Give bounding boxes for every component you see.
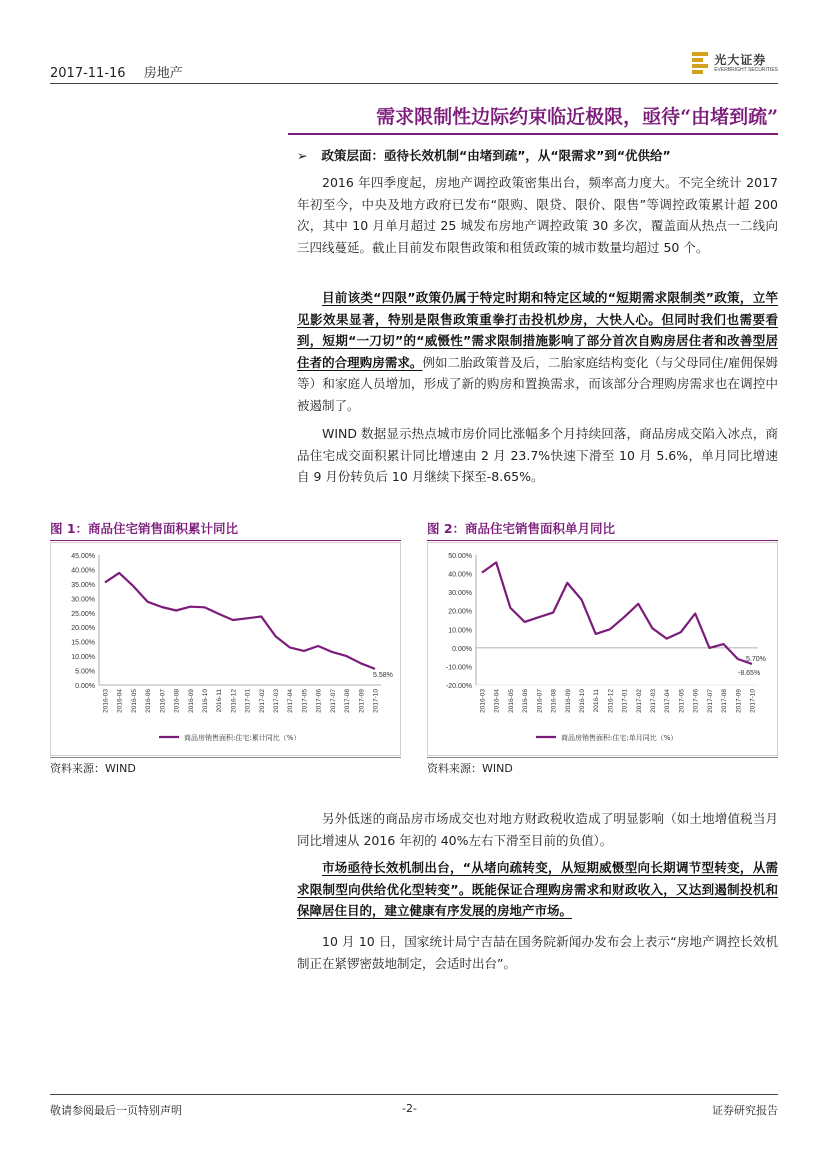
figure-2-chart-svg [428, 543, 779, 757]
figure-1-bottom-rule [50, 757, 401, 758]
chart2-y-tick-label: 50.00% [448, 553, 472, 560]
chart2-x-tick-label: 2016-12 [607, 689, 615, 713]
bullet-heading [297, 146, 671, 164]
figure-1-source: 资料来源：WIND [50, 762, 136, 775]
chart1-x-tick-label: 2017-01 [244, 689, 252, 713]
chart2-x-tick-label: 2017-07 [706, 689, 714, 713]
chart1-x-tick-label: 2017-09 [358, 689, 366, 713]
chart1-y-tick-label: 30.00% [71, 596, 95, 604]
chart1-x-tick-label: 2017-04 [287, 689, 295, 713]
chart1-legend-label: 商品房销售面积:住宅:累计同比（%） [184, 734, 301, 742]
chart2-x-tick-label: 2017-02 [635, 689, 643, 713]
logo-mark-icon [692, 52, 708, 74]
figure-1-title-rule [50, 540, 401, 541]
chart1-y-tick-label: 20.00% [71, 625, 95, 633]
footer-divider [50, 1094, 778, 1095]
figure-1-chart-svg [51, 543, 402, 757]
chart2-x-tick-label: 2017-06 [692, 689, 700, 713]
footer-disclaimer: 敬请参阅最后一页特别声明 [50, 1104, 182, 1117]
title-divider [288, 133, 778, 135]
chart2-x-tick-label: 2017-05 [678, 689, 686, 713]
chart2-series-line [482, 562, 752, 664]
chart1-x-tick-label: 2016-05 [130, 689, 138, 713]
logo-name-en: EVERBRIGHT SECURITIES [714, 66, 778, 73]
header-date: 2017-11-16 [50, 66, 126, 81]
section-title: 需求限制性边际约束临近极限，亟待“由堵到疏” [376, 106, 778, 128]
figure-1-title: 图 1：商品住宅销售面积累计同比 [50, 521, 239, 536]
chart1-x-tick-label: 2016-12 [230, 689, 238, 713]
figure-2-bottom-rule [427, 757, 778, 758]
chart2-y-tick-label: -10.00% [445, 664, 472, 672]
chart1-x-tick-label: 2017-06 [315, 689, 323, 713]
logo-name-cn: 光大证券 [714, 52, 767, 67]
chart1-x-tick-label: 2017-02 [258, 689, 266, 713]
footer-page-number: -2- [402, 1102, 417, 1115]
paragraph-2-emphasis: 目前该类“四限”政策仍属于特定时期和特定区域的“短期需求限制类”政策，立竿见影效果显著，特别是限售政策重拳打击投机炒房，大快人心。但同时我们也需要看到，短期“一刀切”的“威慑性”需求限制措施影响了部分首次自购房居住者和改善型居住者的合理购房需求。 [297, 290, 778, 370]
chart2-x-tick-label: 2017-08 [721, 689, 729, 713]
chart2-x-tick-label: 2016-10 [578, 689, 586, 713]
page-header [50, 52, 778, 84]
chart1-x-tick-label: 2017-10 [372, 689, 380, 713]
figure-2-title-rule [427, 540, 778, 541]
chart1-x-tick-label: 2016-08 [173, 689, 181, 713]
figure-1-chart [50, 542, 401, 756]
chart2-data-label: 5.70% [746, 656, 766, 663]
chart2-legend-label: 商品房销售面积:住宅:单月同比（%） [561, 734, 678, 742]
chart2-y-tick-label: 0.00% [452, 645, 472, 653]
paragraph-3: WIND 数据显示热点城市房价同比涨幅多个月持续回落，商品房成交陷入冰点，商品住宅成交面积累计同比增速由 2 月 23.7%快速下滑至 10 月 5.6%，单月同比增速自 9 月份转负后 10 月继续下探至-8.65%。 [297, 426, 778, 484]
paragraph-5-emphasis: 市场亟待长效机制出台，“从堵向疏转变，从短期威慑型向长期调节型转变，从需求限制型向供给优化型转变”。既能保证合理购房需求和财政收入，又达到遏制投机和保障居住目的，建立健康有序发展的房地产市场。 [297, 860, 778, 918]
chart1-x-tick-label: 2016-09 [187, 689, 195, 713]
chart1-y-tick-label: 40.00% [71, 567, 95, 575]
bullet-text: 政策层面：亟待长效机制“由堵到疏”，从“限需求”到“优供给” [321, 148, 671, 163]
chart1-x-tick-label: 2017-08 [344, 689, 352, 713]
paragraph-5 [297, 857, 778, 922]
paragraph-2 [297, 287, 778, 416]
figure-2-chart [427, 542, 778, 756]
chart1-x-tick-label: 2016-06 [145, 689, 153, 713]
footer-report-type: 证券研究报告 [712, 1104, 778, 1117]
chart1-x-tick-label: 2016-11 [216, 689, 224, 713]
chart2-y-tick-label: 20.00% [448, 608, 472, 616]
chart1-x-tick-label: 2016-10 [201, 689, 209, 713]
paragraph-2-text: 例如二胎政策普及后，二胎家庭结构变化（与父母同住/雇佣保姆等）和家庭人员增加，形成了新的购房和置换需求，而该部分合理购房需求也在调控中被遏制了。 [297, 354, 778, 413]
chart1-data-label: 5.58% [373, 672, 393, 679]
chart2-x-tick-label: 2016-06 [522, 689, 530, 713]
figure-2-title: 图 2：商品住宅销售面积单月同比 [427, 521, 616, 536]
chart2-y-tick-label: 40.00% [448, 571, 472, 579]
chart1-x-tick-label: 2017-03 [273, 689, 281, 713]
chart2-x-tick-label: 2017-10 [749, 689, 757, 713]
paragraph-6: 10 月 10 日，国家统计局宁吉喆在国务院新闻办发布会上表示“房地产调控长效机制正在紧锣密鼓地制定，会适时出台”。 [297, 934, 778, 971]
chart2-x-tick-label: 2016-07 [536, 689, 544, 713]
chart1-series-line [105, 573, 375, 669]
chart2-y-tick-label: -20.00% [445, 683, 472, 690]
paragraph-1: 2016 年四季度起，房地产调控政策密集出台，频率高力度大。不完全统计 2017 年初至今，中央及地方政府已发布“限购、限贷、限价、限售”等调控政策累计超 200 次，其中 10 月单月超过 25 城发布房地产调控政策 30 多次，覆盖面从热点一二线向三四线蔓延。截止目前发布限售政策和租赁政策的城市数量均超过 50 个。 [297, 175, 778, 255]
chart1-y-tick-label: 15.00% [71, 639, 95, 647]
chart1-y-tick-label: 5.00% [75, 668, 95, 676]
figure-2-source: 资料来源：WIND [427, 762, 513, 775]
header-sector: 房地产 [143, 66, 183, 81]
chart2-y-tick-label: 10.00% [448, 627, 472, 635]
chart2-y-tick-label: 30.00% [448, 590, 472, 598]
chart1-x-tick-label: 2016-03 [102, 689, 110, 713]
chart2-x-tick-label: 2016-05 [507, 689, 515, 713]
chart2-x-tick-label: 2017-03 [650, 689, 658, 713]
chart1-y-tick-label: 35.00% [71, 581, 95, 589]
chart1-y-tick-label: 0.00% [75, 683, 95, 690]
bullet-arrow-icon: ➢ [297, 148, 308, 163]
chart2-x-tick-label: 2017-09 [735, 689, 743, 713]
chart2-x-tick-label: 2017-04 [664, 689, 672, 713]
chart1-x-tick-label: 2016-04 [116, 689, 124, 713]
chart1-x-tick-label: 2017-07 [329, 689, 337, 713]
chart2-x-tick-label: 2016-03 [479, 689, 487, 713]
company-logo [692, 52, 778, 74]
chart1-y-tick-label: 45.00% [71, 553, 95, 560]
chart1-y-tick-label: 25.00% [71, 610, 95, 618]
chart2-x-tick-label: 2017-01 [621, 689, 629, 713]
chart2-data-label: -8.65% [738, 670, 761, 677]
chart1-x-tick-label: 2017-05 [301, 689, 309, 713]
chart1-x-tick-label: 2016-07 [159, 689, 167, 713]
chart2-x-tick-label: 2016-04 [493, 689, 501, 713]
chart2-x-tick-label: 2016-11 [593, 689, 601, 713]
header-info [50, 62, 197, 81]
chart2-x-tick-label: 2016-08 [550, 689, 558, 713]
chart1-y-tick-label: 10.00% [71, 654, 95, 662]
chart2-x-tick-label: 2016-09 [564, 689, 572, 713]
paragraph-4: 另外低迷的商品房市场成交也对地方财政税收造成了明显影响（如土地增值税当月同比增速从 2016 年初的 40%左右下滑至目前的负值）。 [297, 811, 778, 848]
